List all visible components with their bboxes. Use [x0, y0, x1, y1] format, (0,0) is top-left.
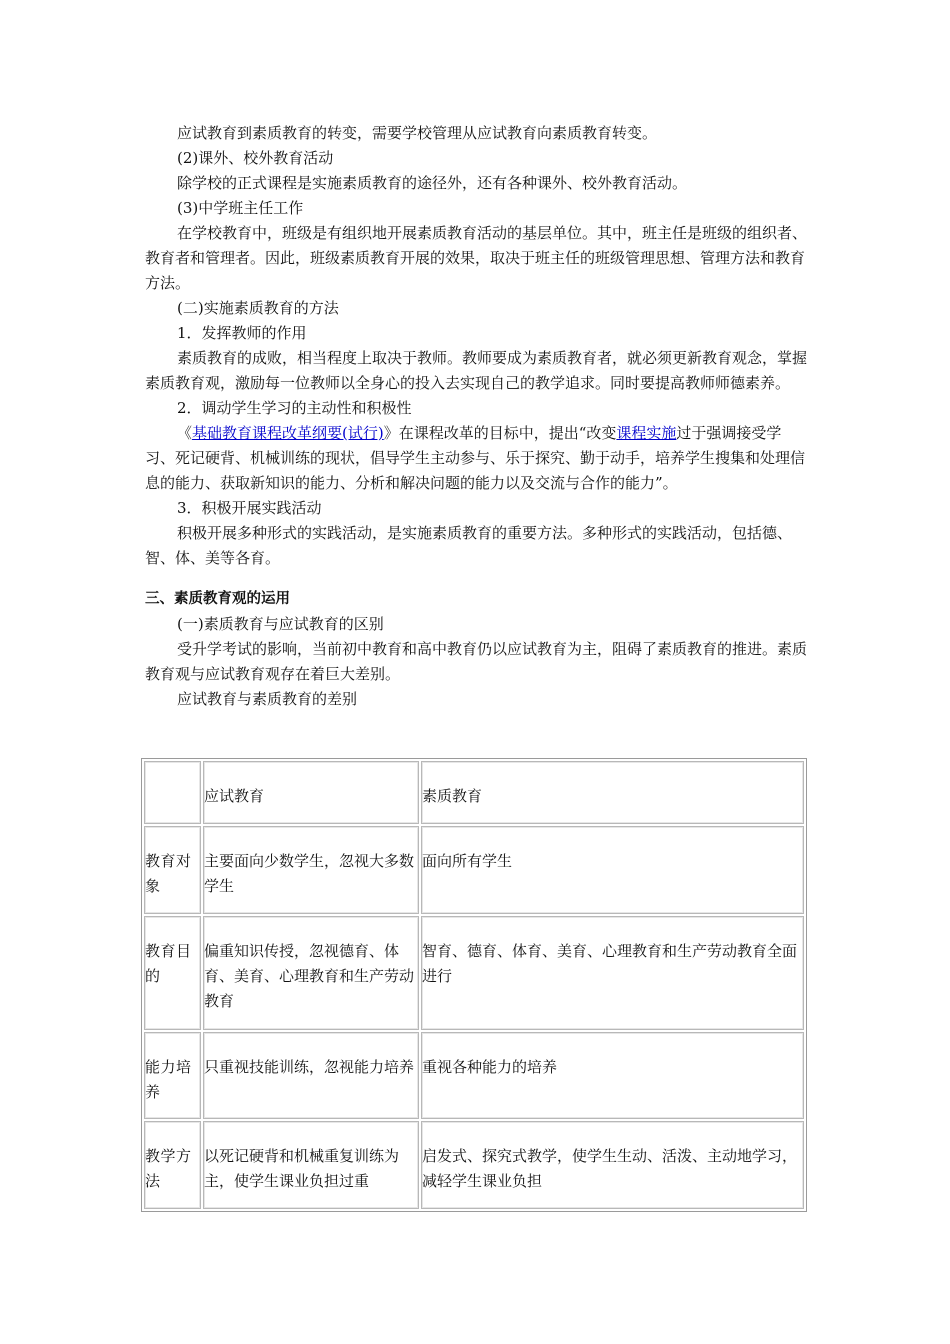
curriculum-implementation-link[interactable]: 课程实施 — [616, 424, 677, 442]
subheading: (二)实施素质教育的方法 — [177, 299, 339, 317]
subheading: 3．积极开展实践活动 — [177, 499, 322, 517]
table-cell: 素质教育 — [421, 761, 804, 824]
table-row — [144, 1121, 804, 1209]
subheading: (一)素质教育与应试教育的区别 — [177, 615, 384, 633]
table-row — [144, 916, 804, 1030]
document-body — [145, 121, 810, 712]
text-span: 》在课程改革的目标中，提出“改变 — [383, 424, 617, 442]
paragraph: 受升学考试的影响，当前初中教育和高中教育仍以应试教育为主，阻碍了素质教育的推进。素质教育观与应试教育观存在着巨大差别。 — [145, 640, 808, 683]
table-cell: 智育、德育、体育、美育、心理教育和生产劳动教育全面进行 — [421, 916, 804, 1030]
table-cell: 面向所有学生 — [421, 826, 804, 914]
table-cell: 应试教育 — [203, 761, 419, 824]
paragraph: 在学校教育中，班级是有组织地开展素质教育活动的基层单位。其中，班主任是班级的组织者、教育者和管理者。因此，班级素质教育开展的效果，取决于班主任的班级管理思想、管理方法和教育方法。 — [145, 224, 808, 292]
subheading: (2)课外、校外教育活动 — [177, 149, 334, 167]
table-cell: 偏重知识传授，忽视德育、体育、美育、心理教育和生产劳动教育 — [203, 916, 419, 1030]
table-caption: 应试教育与素质教育的差别 — [177, 690, 358, 708]
table-cell: 重视各种能力的培养 — [421, 1032, 804, 1120]
paragraph: 素质教育的成败，相当程度上取决于教师。教师要成为素质教育者，就必须更新教育观念，掌握素质教育观，激励每一位教师以全身心的投入去实现自己的教学追求。同时要提高教师师德素养。 — [145, 349, 808, 392]
table-cell: 启发式、探究式教学，使学生生动、活泼、主动地学习，减轻学生课业负担 — [421, 1121, 804, 1209]
table-cell: 教育目的 — [144, 916, 201, 1030]
table-row — [144, 826, 804, 914]
table-cell: 教学方法 — [144, 1121, 201, 1209]
text-span: 过于强调接受学习、死记硬背、机械训练的现状，倡导学生主动参与、乐于探究、勤于动手，培养学生搜集和处理信息的能力、获取新知识的能力、分析和解决问题的能力以及交流与合作的能力”。 — [145, 424, 806, 492]
paragraph: 除学校的正式课程是实施素质教育的途径外，还有各种课外、校外教育活动。 — [177, 174, 688, 192]
table-cell: 教育对象 — [144, 826, 201, 914]
subheading: 1．发挥教师的作用 — [177, 324, 307, 342]
curriculum-reform-link[interactable]: 基础教育课程改革纲要(试行) — [192, 424, 384, 442]
comparison-table — [141, 758, 807, 1212]
paragraph: 积极开展多种形式的实践活动，是实施素质教育的重要方法。多种形式的实践活动，包括德、智、体、美等各育。 — [145, 524, 793, 567]
table-cell: 主要面向少数学生，忽视大多数学生 — [203, 826, 419, 914]
section-heading: 三、素质教育观的运用 — [145, 591, 290, 607]
subheading: 2．调动学生学习的主动性和积极性 — [177, 399, 412, 417]
table-cell — [144, 761, 201, 824]
table-cell: 能力培养 — [144, 1032, 201, 1120]
table-cell: 只重视技能训练，忽视能力培养 — [203, 1032, 419, 1120]
table-row — [144, 1032, 804, 1120]
table-cell: 以死记硬背和机械重复训练为主，使学生课业负担过重 — [203, 1121, 419, 1209]
paragraph: 应试教育到素质教育的转变，需要学校管理从应试教育向素质教育转变。 — [177, 124, 658, 142]
table-header-row — [144, 761, 804, 824]
text-span: 《 — [177, 424, 193, 442]
paragraph — [145, 421, 810, 496]
subheading: (3)中学班主任工作 — [177, 199, 304, 217]
